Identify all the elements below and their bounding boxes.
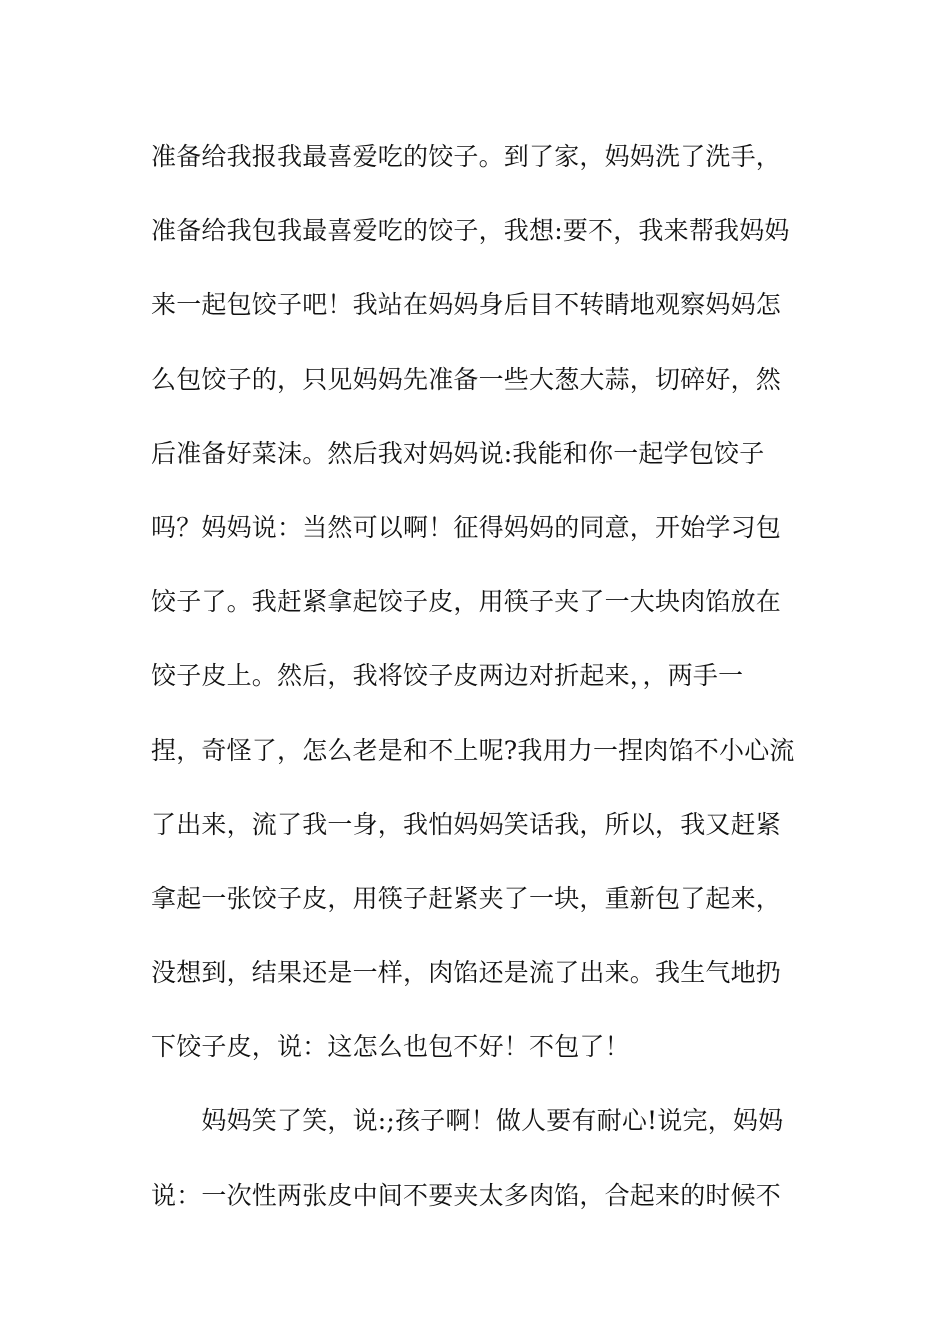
text-line: 饺子皮上。然后，我将饺子皮两边对折起来，，两手一 bbox=[151, 661, 744, 691]
document-body bbox=[151, 130, 811, 1243]
text-line: 来一起包饺子吧！我站在妈妈身后目不转睛地观察妈妈怎 bbox=[151, 290, 782, 320]
text-line: 后准备好菜沫。然后我对妈妈说:我能和你一起学包饺子 bbox=[151, 438, 765, 468]
text-line: 么包饺子的，只见妈妈先准备一些大葱大蒜，切碎好，然 bbox=[151, 364, 782, 394]
text-line: 妈妈笑了笑，说:;孩子啊！做人要有耐心!说完，妈妈 bbox=[151, 1106, 784, 1136]
text-line: 饺子了。我赶紧拿起饺子皮，用筷子夹了一大块肉馅放在 bbox=[151, 587, 782, 617]
text-line: 了出来，流了我一身，我怕妈妈笑话我，所以，我又赶紧 bbox=[151, 809, 782, 839]
text-line: 没想到，结果还是一样，肉馅还是流了出来。我生气地扔 bbox=[151, 958, 782, 988]
text-line: 准备给我包我最喜爱吃的饺子，我想:要不，我来帮我妈妈 bbox=[151, 216, 790, 246]
text-line: 说：一次性两张皮中间不要夹太多肉馅，合起来的时候不 bbox=[151, 1180, 782, 1210]
text-line: 捏，奇怪了，怎么老是和不上呢?我用力一捏肉馅不小心流 bbox=[151, 735, 795, 765]
text-line: 吗？妈妈说：当然可以啊！征得妈妈的同意，开始学习包 bbox=[151, 512, 782, 542]
text-line: 准备给我报我最喜爱吃的饺子。到了家，妈妈洗了洗手， bbox=[151, 142, 782, 171]
text-line: 拿起一张饺子皮，用筷子赶紧夹了一块，重新包了起来， bbox=[151, 883, 782, 913]
text-line: 下饺子皮，说：这怎么也包不好！不包了！ bbox=[151, 1032, 630, 1062]
